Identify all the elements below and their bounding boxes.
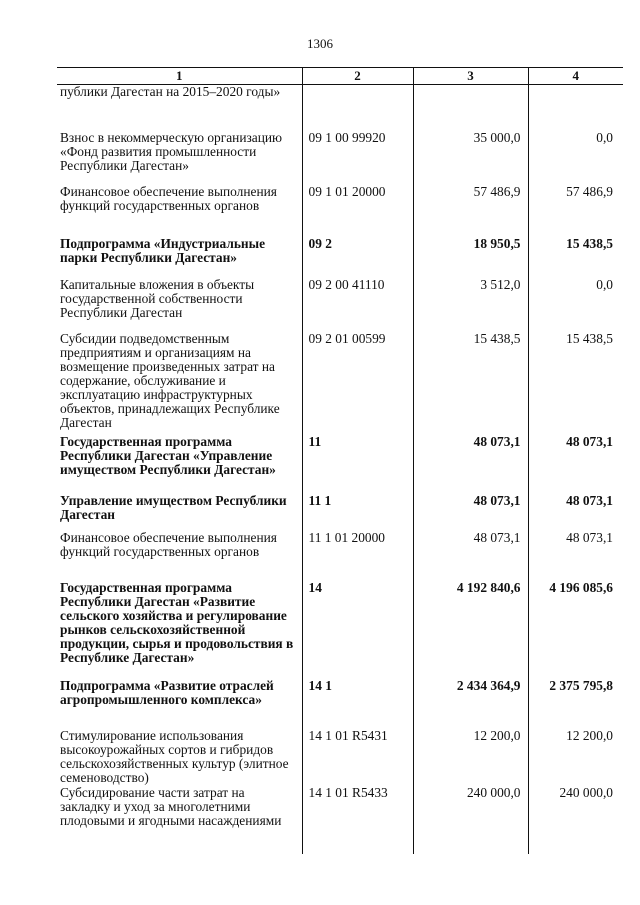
row-amount-1: 35 000,0: [413, 131, 528, 185]
row-code: [302, 85, 413, 131]
row-name: Субсидии подведомственным предприятиям и организациям на возмещение произведенных затрат на содержание, обслуживание и эксплуатацию инфраструктурных объектов, принадлежащих Республике Дагестан: [60, 330, 280, 430]
row-code: 09 1 00 99920: [302, 131, 413, 185]
row-amount-1: 57 486,9: [413, 185, 528, 237]
row-amount-2: 0,0: [528, 278, 623, 332]
row-name: Субсидирование части затрат на закладку и уход за многолетними плодовыми и ягодными насаждениями: [60, 784, 282, 828]
column-header-amount-1: 3: [413, 68, 528, 85]
table-row: [57, 435, 623, 494]
table-row: [57, 185, 623, 237]
row-amount-1: 2 434 364,9: [413, 679, 528, 729]
row-name: Государственная программа Республики Дагестан «Управление имуществом Республики Дагестан»: [60, 433, 276, 477]
column-header-code: 2: [302, 68, 413, 85]
row-amount-2: 48 073,1: [528, 531, 623, 581]
table-header-row: [57, 68, 623, 85]
row-code: 09 2: [302, 237, 413, 278]
row-name: Стимулирование использования высокоурожайных сортов и гибридов сельскохозяйственных культур (элитное семеноводство): [60, 727, 289, 785]
row-amount-1: 48 073,1: [413, 435, 528, 494]
row-amount-1: 15 438,5: [413, 332, 528, 435]
row-code: 09 1 01 20000: [302, 185, 413, 237]
table-row: [57, 131, 623, 185]
row-name: Подпрограмма «Развитие отраслей агропромышленного комплекса»: [60, 677, 274, 707]
row-amount-1: 240 000,0: [413, 786, 528, 854]
row-amount-2: 57 486,9: [528, 185, 623, 237]
table-row: [57, 729, 623, 786]
row-amount-2: 48 073,1: [528, 494, 623, 531]
row-code: 11 1: [302, 494, 413, 531]
row-code: 14 1 01 R5431: [302, 729, 413, 786]
row-name: Подпрограмма «Индустриальные парки Республики Дагестан»: [60, 235, 266, 265]
row-amount-2: 0,0: [528, 131, 623, 185]
row-amount-2: 15 438,5: [528, 237, 623, 278]
budget-table: [57, 67, 623, 854]
row-amount-2: 12 200,0: [528, 729, 623, 786]
row-name: Управление имуществом Республики Дагестан: [60, 492, 287, 522]
column-header-name: 1: [57, 68, 302, 85]
row-name: Взнос в некоммерческую организацию «Фонд развития промышленности Республики Дагестан»: [60, 129, 283, 173]
row-amount-1: 18 950,5: [413, 237, 528, 278]
row-amount-2: 15 438,5: [528, 332, 623, 435]
table-row: [57, 679, 623, 729]
row-amount-1: 4 192 840,6: [413, 581, 528, 679]
column-header-amount-2: 4: [528, 68, 623, 85]
row-amount-1: 48 073,1: [413, 531, 528, 581]
row-amount-2: [528, 85, 623, 131]
row-name: Финансовое обеспечение выполнения функций государственных органов: [60, 183, 277, 213]
row-amount-1: 48 073,1: [413, 494, 528, 531]
table-row: [57, 581, 623, 679]
row-amount-1: 12 200,0: [413, 729, 528, 786]
table-row: [57, 531, 623, 581]
table-row: [57, 85, 623, 131]
row-name: Капитальные вложения в объекты государственной собственности Республики Дагестан: [60, 276, 255, 320]
row-name: Государственная программа Республики Дагестан «Развитие сельского хозяйства и регулирование рынков сельскохозяйственной продукции, сырья и продовольствия в Республике Дагестан»: [60, 579, 294, 665]
table-row: [57, 237, 623, 278]
row-code: 14 1: [302, 679, 413, 729]
row-amount-2: 2 375 795,8: [528, 679, 623, 729]
row-code: 11: [302, 435, 413, 494]
row-amount-2: 4 196 085,6: [528, 581, 623, 679]
page-number: 1306: [307, 36, 333, 51]
table-row: [57, 786, 623, 854]
row-name: Финансовое обеспечение выполнения функций государственных органов: [60, 529, 277, 559]
row-code: 09 2 01 00599: [302, 332, 413, 435]
row-code: 11 1 01 20000: [302, 531, 413, 581]
row-code: 09 2 00 41110: [302, 278, 413, 332]
table-row: [57, 494, 623, 531]
row-amount-2: 240 000,0: [528, 786, 623, 854]
row-code: 14 1 01 R5433: [302, 786, 413, 854]
row-amount-2: 48 073,1: [528, 435, 623, 494]
row-amount-1: 3 512,0: [413, 278, 528, 332]
row-amount-1: [413, 85, 528, 131]
row-code: 14: [302, 581, 413, 679]
table-row: [57, 278, 623, 332]
table-row: [57, 332, 623, 435]
row-name: публики Дагестан на 2015–2020 годы»: [60, 84, 281, 99]
